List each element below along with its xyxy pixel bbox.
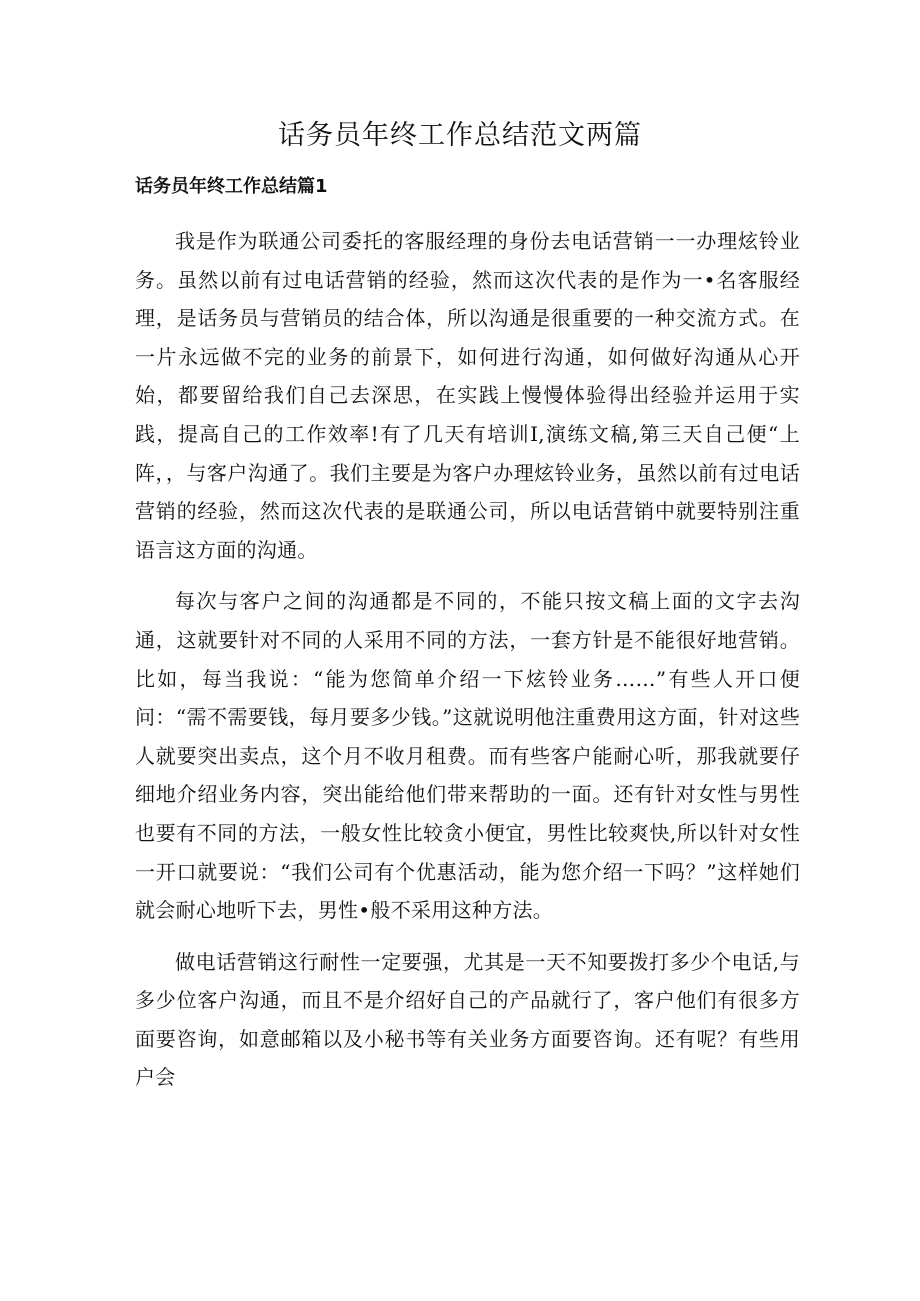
document-body xyxy=(135,222,800,1110)
paragraph-1: 我是作为联通公司委托的客服经理的身份去电话营销一一办理炫铃业务。虽然以前有过电话营销的经验，然而这次代表的是作为一•名客服经理，是话务员与营销员的结合体，所以沟通是很重要的一种交流方式。在一片永远做不完的业务的前景下，如何进行沟通，如何做好沟通从心开始，都要留给我们自己去深思，在实践上慢慢体验得出经验并运用于实践，提高自己的工作效率!有了几天有培训I,演练文稿,第三天自己便“上阵，，与客户沟通了。我们主要是为客户办理炫铃业务，虽然以前有过电话营销的经验，然而这次代表的是联通公司，所以电话营销中就要特别注重语言这方面的沟通。 xyxy=(135,229,800,562)
paragraph-2: 每次与客户之间的沟通都是不同的，不能只按文稿上面的文字去沟通，这就要针对不同的人采用不同的方法，一套方针是不能很好地营销。比如，每当我说：“能为您简单介绍一下炫铃业务……”有些人开口便问：“需不需要钱，每月要多少钱。”这就说明他注重费用这方面，针对这些人就要突出卖点，这个月不收月租费。而有些客户能耐心听，那我就要仔细地介绍业务内容，突出能给他们带来帮助的一面。还有针对女性与男性也要有不同的方法，一般女性比较贪小便宜，男性比较爽快,所以针对女性一开口就要说：“我们公司有个优惠活动，能为您介绍一下吗？”这样她们就会耐心地听下去，男性•般不采用这种方法。 xyxy=(135,589,800,923)
section-heading: 话务员年终工作总结篇1 xyxy=(135,176,328,197)
document-title: 话务员年终工作总结范文两篇 xyxy=(278,120,642,151)
paragraph-3: 做电话营销这行耐性一定要强，尤其是一天不知要拨打多少个电话,与多少位客户沟通，而且不是介绍好自己的产品就行了，客户他们有很多方面要咨询，如意邮箱以及小秘书等有关业务方面要咨询。还有呢？有些用户会 xyxy=(135,949,800,1090)
